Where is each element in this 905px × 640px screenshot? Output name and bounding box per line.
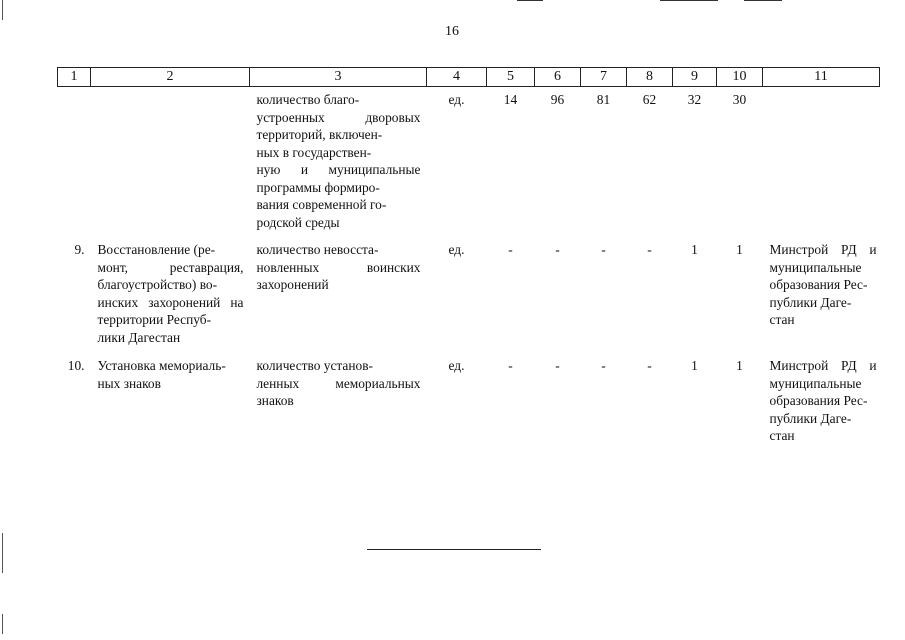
- value-cell: 62: [642, 92, 657, 107]
- table-header-row: [58, 68, 880, 87]
- value-cell: 1: [691, 242, 698, 257]
- scan-artifact-edge: [2, 614, 3, 634]
- end-of-document-rule: [367, 549, 541, 550]
- column-header: 11: [763, 68, 880, 87]
- column-header: 7: [581, 68, 627, 87]
- value-cell: 96: [550, 92, 565, 107]
- value-cell: -: [508, 242, 513, 257]
- activity-name: Восстановление (ре- монт, реставрация, благоустройство) во- инских захоронений на территории Респуб- лики Дагестан: [97, 242, 244, 345]
- table-row: [58, 241, 880, 357]
- column-header: 9: [673, 68, 717, 87]
- page-number: 16: [445, 24, 459, 39]
- activity-name: Установка мемориаль- ных знаков: [97, 358, 226, 391]
- value-cell: 1: [736, 358, 743, 373]
- unit-cell: ед.: [448, 92, 465, 107]
- value-cell: 1: [736, 242, 743, 257]
- indicator-name: количество невосста- новленных воинских захоронений: [256, 242, 421, 292]
- executor-cell: Минстрой РД и муниципальные образования Рес- публики Даге- стан: [769, 358, 877, 443]
- scan-artifact-line: [744, 0, 782, 1]
- row-number: 9.: [74, 242, 85, 257]
- table-row: [58, 357, 880, 447]
- indicator-name: количество благо- устроенных дворовых территорий, включен- ных в государствен- ную и муниципальные программы формиро- вания современной го- родской среды: [256, 92, 421, 230]
- column-header: 8: [627, 68, 673, 87]
- value-cell: -: [601, 242, 606, 257]
- unit-cell: ед.: [448, 242, 465, 257]
- value-cell: -: [508, 358, 513, 373]
- table-row: [58, 87, 880, 242]
- value-cell: 32: [687, 92, 702, 107]
- row-number: 10.: [67, 358, 85, 373]
- scan-artifact-edge: [2, 533, 3, 573]
- value-cell: 30: [732, 92, 747, 107]
- value-cell: -: [647, 242, 652, 257]
- column-header: 5: [487, 68, 535, 87]
- value-cell: 14: [503, 92, 518, 107]
- executor-cell: [763, 87, 880, 242]
- scan-artifact-line: [660, 0, 718, 1]
- unit-cell: ед.: [448, 358, 465, 373]
- executor-cell: Минстрой РД и муниципальные образования Рес- публики Даге- стан: [769, 242, 877, 327]
- column-header: 2: [91, 68, 250, 87]
- column-header: 1: [58, 68, 91, 87]
- value-cell: -: [601, 358, 606, 373]
- scan-artifact-line: [517, 0, 543, 1]
- value-cell: -: [647, 358, 652, 373]
- column-header: 4: [427, 68, 487, 87]
- column-header: 3: [250, 68, 427, 87]
- column-header: 10: [717, 68, 763, 87]
- value-cell: -: [555, 242, 560, 257]
- indicator-name: количество установ- ленных мемориальных знаков: [256, 358, 421, 408]
- value-cell: 1: [691, 358, 698, 373]
- scan-artifact-edge: [2, 0, 3, 20]
- value-cell: 81: [596, 92, 611, 107]
- column-header: 6: [535, 68, 581, 87]
- indicators-table: [57, 67, 880, 447]
- activity-name: [91, 87, 250, 242]
- value-cell: -: [555, 358, 560, 373]
- row-number: [58, 87, 91, 242]
